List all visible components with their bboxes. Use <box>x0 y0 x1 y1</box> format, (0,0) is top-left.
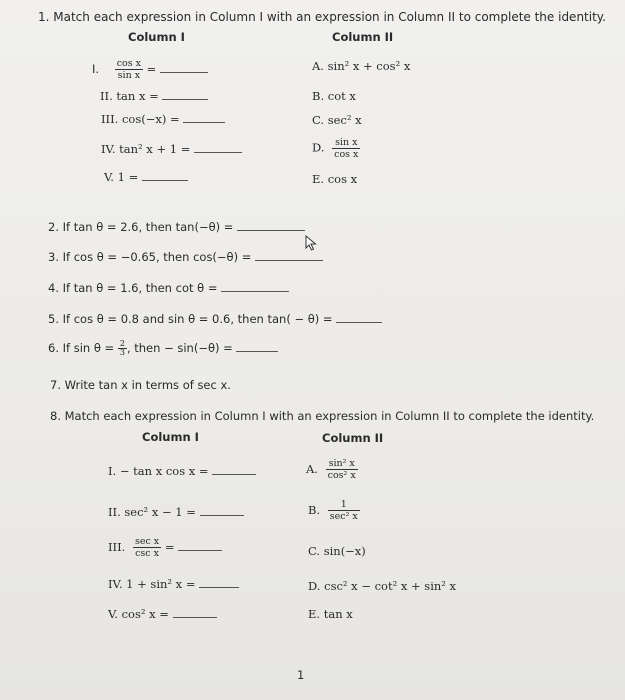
q8-left-item-5: V. cos² x = <box>108 607 217 621</box>
q8-left-item-1: I. − tan x cos x = <box>108 464 256 478</box>
answer-blank[interactable] <box>162 89 208 100</box>
fraction: $\frac{\text{sin² x}}{\text{cos² x}}$ <box>327 458 356 481</box>
q1-col2-header: Column II <box>332 30 394 44</box>
q1-left-item-2: II. tan x = <box>100 89 208 103</box>
q1-col1-header: Column I <box>128 30 185 44</box>
q8-right-item-c: C. sin(−x) <box>308 544 366 558</box>
q8-col2-header: Column II <box>322 431 384 445</box>
q1-left-item-5: V. 1 = <box>104 170 188 184</box>
answer-blank[interactable] <box>194 142 242 153</box>
q1-right-item-c: C. sec² x <box>312 113 362 127</box>
q5: 5. If cos θ = 0.8 and sin θ = 0.6, then tan( − θ) = <box>48 312 382 326</box>
q7: 7. Write tan x in terms of sec x. <box>50 378 231 392</box>
fraction: $\frac{\text{sin x}}{\text{cos x}}$ <box>334 137 359 160</box>
answer-blank[interactable] <box>336 312 382 323</box>
q8-right-item-d: D. csc² x − cot² x + sin² x <box>308 579 457 593</box>
q1-right-item-b: B. cot x <box>312 89 356 103</box>
q8-right-item-e: E. tan x <box>308 607 353 621</box>
q1-left-item-3: III. cos(−x) = <box>101 112 225 126</box>
answer-blank[interactable] <box>255 250 323 261</box>
answer-blank[interactable] <box>183 112 225 123</box>
q8-left-item-3: III. $\frac{\text{sec x}}{\text{csc x}}$ = <box>108 536 222 559</box>
q1-right-item-a: A. sin² x + cos² x <box>312 59 411 73</box>
answer-blank[interactable] <box>199 577 239 588</box>
answer-blank[interactable] <box>221 281 289 292</box>
q1-left-item-4: IV. tan² x + 1 = <box>101 142 242 156</box>
answer-blank[interactable] <box>173 607 217 618</box>
page-number: 1 <box>297 668 305 682</box>
answer-blank[interactable] <box>200 505 244 516</box>
q2: 2. If tan θ = 2.6, then tan(−θ) = <box>48 220 305 234</box>
q1-prompt: 1. Match each expression in Column I with an expression in Column II to complete the identity. <box>38 10 606 24</box>
fraction: $\frac{\text{sec x}}{\text{csc x}}$ <box>134 536 160 559</box>
answer-blank[interactable] <box>212 464 256 475</box>
fraction: $\frac{\text{cos x}}{\text{sin x}}$ <box>116 58 142 81</box>
q1-right-item-d: D. $\frac{\text{sin x}}{\text{cos x}}$ <box>312 137 359 160</box>
q4: 4. If tan θ = 1.6, then cot θ = <box>48 281 289 295</box>
q8-col1-header: Column I <box>142 430 199 444</box>
answer-blank[interactable] <box>160 62 208 73</box>
fraction: $\frac{2}{3}$ <box>119 339 125 357</box>
q1-right-item-e: E. cos x <box>312 172 358 186</box>
answer-blank[interactable] <box>178 540 222 551</box>
q8-left-item-2: II. sec² x − 1 = <box>108 505 244 519</box>
q8-right-item-a: A. $\frac{\text{sin² x}}{\text{cos² x}}$ <box>306 458 356 481</box>
answer-blank[interactable] <box>142 170 188 181</box>
q8-left-item-4: IV. 1 + sin² x = <box>108 577 239 591</box>
q6: 6. If sin θ = $\frac{2}{3}$ , then − sin(−θ) = <box>48 340 278 357</box>
fraction: $\frac{1}{\text{sec² x}}$ <box>329 499 358 522</box>
q1-left-item-1: I. $\frac{\text{cos x}}{\text{sin x}}$ = <box>92 58 208 81</box>
answer-blank[interactable] <box>237 220 305 231</box>
mouse-cursor-icon <box>305 235 317 251</box>
answer-blank[interactable] <box>236 341 278 352</box>
q8-prompt: 8. Match each expression in Column I with an expression in Column II to complete the identity. <box>50 409 595 423</box>
q8-right-item-b: B. $\frac{1}{\text{sec² x}}$ <box>308 499 358 522</box>
q3: 3. If cos θ = −0.65, then cos(−θ) = <box>48 250 323 264</box>
